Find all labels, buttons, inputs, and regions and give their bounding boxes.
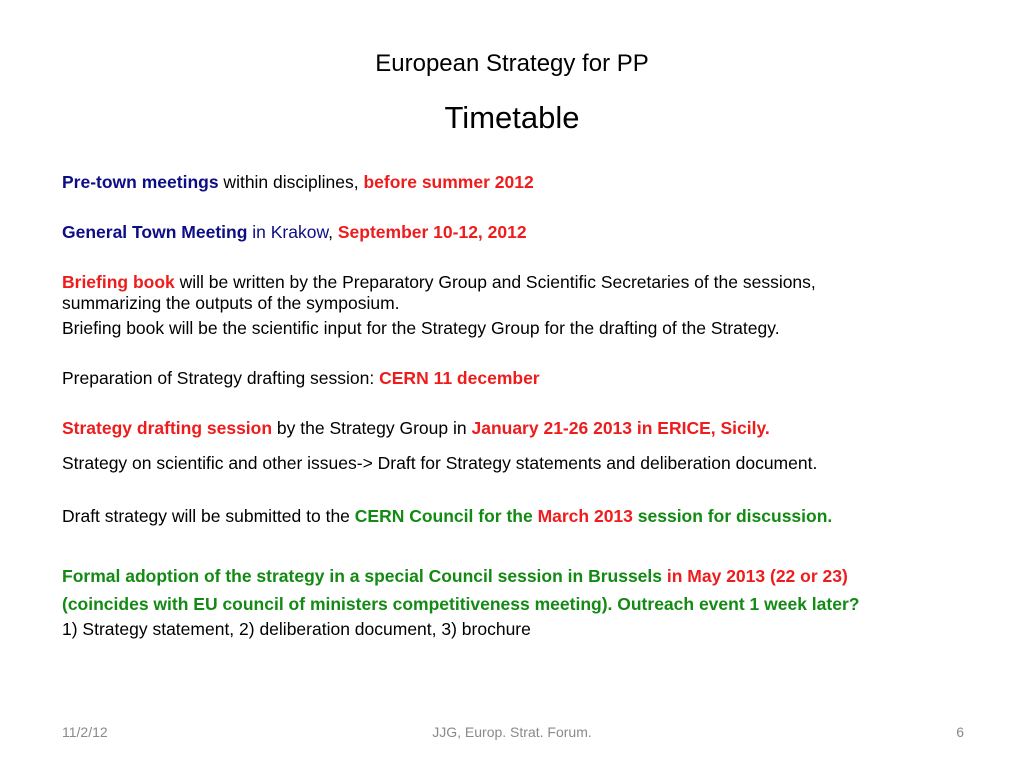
town-meeting-location: in Krakow bbox=[247, 222, 329, 242]
adoption-date: in May 2013 bbox=[666, 566, 770, 586]
draft-submit-text: Draft strategy will be submitted to the bbox=[62, 506, 355, 526]
draft-submit-date: March 2013 bbox=[537, 506, 633, 526]
item-preparation bbox=[62, 368, 540, 388]
item-adoption-line2: (coincides with EU council of ministers competitiveness meeting). Outreach event 1 week later? bbox=[62, 594, 860, 614]
drafting-text: by the Strategy Group in bbox=[272, 418, 472, 438]
footer-center: JJG, Europ. Strat. Forum. bbox=[432, 724, 592, 740]
preparation-date: CERN 11 december bbox=[379, 368, 540, 388]
pretown-date: before summer 2012 bbox=[363, 172, 534, 192]
footer-date: 11/2/12 bbox=[62, 724, 108, 740]
adoption-text: Formal adoption of the strategy in a special Council session in Brussels bbox=[62, 566, 667, 586]
item-drafting-line2: Strategy on scientific and other issues-> Draft for Strategy statements and deliberation document. bbox=[62, 453, 818, 473]
item-adoption-line1 bbox=[62, 566, 848, 586]
draft-submit-council: CERN Council for the bbox=[354, 506, 538, 526]
pretown-label: Pre-town meetings bbox=[62, 172, 219, 192]
item-briefing-line1 bbox=[62, 272, 816, 292]
footer-page-number: 6 bbox=[956, 724, 964, 740]
item-draft-submit bbox=[62, 506, 832, 526]
item-briefing-line3: Briefing book will be the scientific input for the Strategy Group for the drafting of the Strategy. bbox=[62, 318, 780, 338]
adoption-days: (22 or 23) bbox=[770, 566, 848, 586]
slide-subtitle: European Strategy for PP bbox=[375, 50, 649, 77]
preparation-text: Preparation of Strategy drafting session: bbox=[62, 368, 380, 388]
item-pretown bbox=[62, 172, 534, 192]
item-adoption-line3: 1) Strategy statement, 2) deliberation document, 3) brochure bbox=[62, 619, 531, 639]
item-briefing-line2: summarizing the outputs of the symposium. bbox=[62, 293, 400, 313]
drafting-label: Strategy drafting session bbox=[62, 418, 273, 438]
town-meeting-separator: , bbox=[328, 222, 338, 242]
item-town-meeting bbox=[62, 222, 527, 242]
item-drafting-line1 bbox=[62, 418, 770, 438]
town-meeting-label: General Town Meeting bbox=[62, 222, 248, 242]
draft-submit-purpose: session for discussion. bbox=[632, 506, 833, 526]
slide-title: Timetable bbox=[444, 100, 580, 135]
briefing-label: Briefing book bbox=[62, 272, 175, 292]
briefing-text: will be written by the Preparatory Group and Scientific Secretaries of the sessions, bbox=[174, 272, 816, 292]
drafting-date: January 21-26 2013 in ERICE, Sicily. bbox=[471, 418, 770, 438]
town-meeting-date: September 10-12, 2012 bbox=[337, 222, 527, 242]
pretown-text: within disciplines, bbox=[218, 172, 364, 192]
